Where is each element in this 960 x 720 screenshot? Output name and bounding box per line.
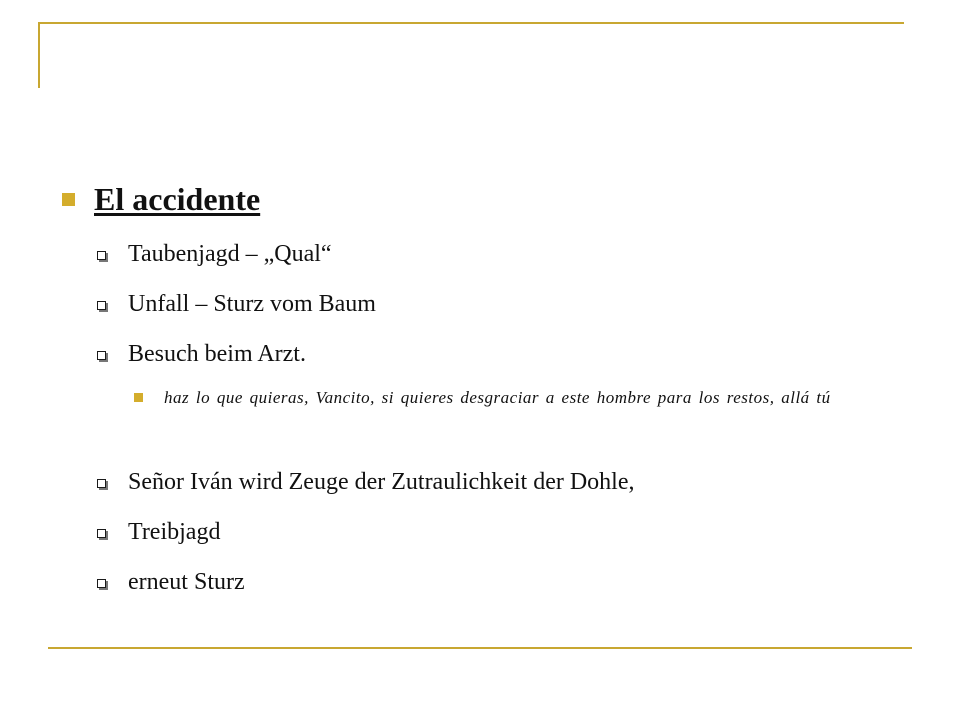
list-item-text: Besuch beim Arzt. bbox=[128, 341, 306, 367]
heading-item bbox=[62, 179, 922, 219]
list-item bbox=[97, 517, 917, 551]
list-item bbox=[97, 567, 917, 601]
list-item-text: Treibjagd bbox=[128, 519, 221, 545]
square-bullet-icon bbox=[62, 193, 75, 206]
box-bullet-icon bbox=[97, 251, 106, 260]
box-bullet-icon bbox=[97, 479, 106, 488]
quote-item bbox=[134, 384, 894, 444]
list-item bbox=[97, 467, 917, 501]
square-bullet-icon bbox=[134, 393, 143, 402]
box-bullet-icon bbox=[97, 301, 106, 310]
list-item bbox=[97, 289, 917, 323]
list-item bbox=[97, 239, 917, 273]
quote-text: haz lo que quieras, Vancito, si quieres desgraciar a este hombre para los restos, allá tú bbox=[164, 388, 831, 407]
list-item-text: erneut Sturz bbox=[128, 569, 245, 595]
list-item-text: Unfall – Sturz vom Baum bbox=[128, 291, 376, 317]
box-bullet-icon bbox=[97, 529, 106, 538]
list-item bbox=[97, 339, 917, 373]
list-item-text: Señor Iván wird Zeuge der Zutraulichkeit der Dohle, bbox=[128, 469, 635, 495]
box-bullet-icon bbox=[97, 351, 106, 360]
list-item-text: Taubenjagd – „Qual“ bbox=[128, 241, 332, 267]
slide-heading: El accidente bbox=[94, 181, 261, 217]
box-bullet-icon bbox=[97, 579, 106, 588]
